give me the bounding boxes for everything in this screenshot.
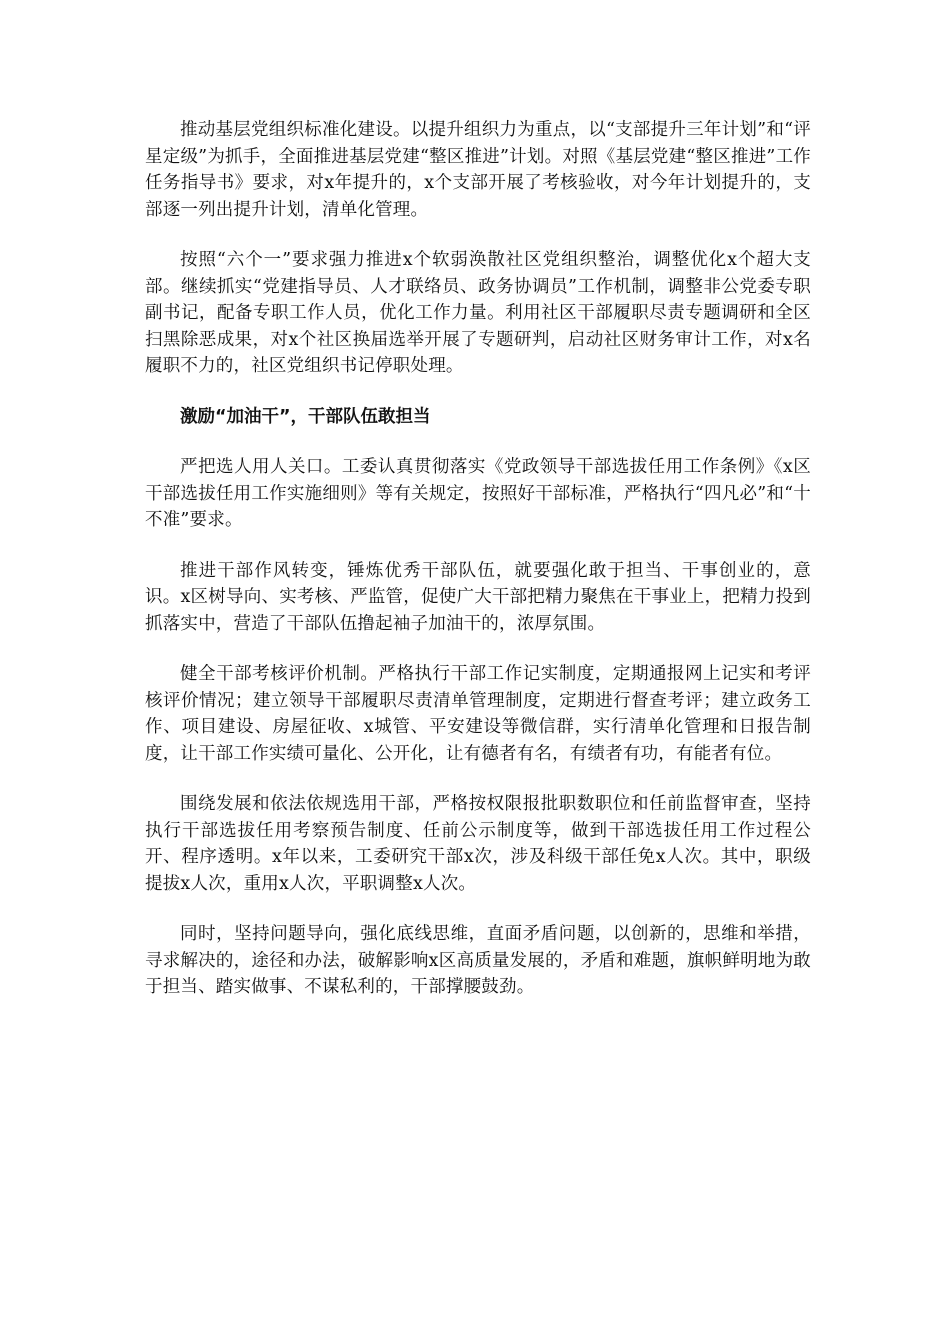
paragraph-appointment: 围绕发展和依法依规选用干部，严格按权限报批职数职位和任前监督审查，坚持执行干部选拔任用考察预告制度、任前公示制度等，做到干部选拔任用工作过程公开、程序透明。x年以来，工委研究干部x次，涉及科级干部任免x人次。其中，职级提拔x人次，重用x人次，平职调整x人次。 bbox=[145, 794, 811, 894]
paragraph-gap bbox=[145, 767, 811, 791]
document-page bbox=[145, 117, 811, 1001]
paragraph-gap bbox=[145, 534, 811, 558]
paragraph-problem-orientation: 同时，坚持问题导向，强化底线思维，直面矛盾问题，以创新的，思维和举措，寻求解决的，途径和办法，破解影响x区高质量发展的，矛盾和难题，旗帜鲜明地为敢于担当、踏实做事、不谋私利的，干部撑腰鼓劲。 bbox=[145, 924, 811, 997]
section-heading: 激励“加油干”，干部队伍敢担当 bbox=[180, 406, 431, 427]
paragraph-rectification: 按照“六个一”要求强力推进x个软弱涣散社区党组织整治，调整优化x个超大支部。继续抓实“党建指导员、人才联络员、政务协调员”工作机制，调整非公党委专职副书记，配备专职工作人员，优化工作力量。利用社区干部履职尽责专题调研和全区扫黑除恶成果，对x个社区换届选举开展了专题研判，启动社区财务审计工作，对x名履职不力的，社区党组织书记停职处理。 bbox=[145, 250, 811, 376]
paragraph-gap bbox=[145, 223, 811, 247]
paragraph-evaluation: 健全干部考核评价机制。严格执行干部工作记实制度，定期通报网上记实和考评核评价情况；建立领导干部履职尽责清单管理制度，定期进行督查考评；建立政务工作、项目建设、房屋征收、x城管、平安建设等微信群，实行清单化管理和日报告制度，让干部工作实绩可量化、公开化，让有德者有名，有绩者有功，有能者有位。 bbox=[145, 664, 811, 764]
paragraph-selection: 严把选人用人关口。工委认真贯彻落实《党政领导干部选拔任用工作条例》《x区干部选拔任用工作实施细则》等有关规定，按照好干部标准，严格执行“四凡必”和“十不准”要求。 bbox=[145, 457, 811, 530]
paragraph-work-style: 推进干部作风转变，锤炼优秀干部队伍，就要强化敢于担当、干事创业的，意识。x区树导向、实考核、严监管，促使广大干部把精力聚焦在干事业上，把精力投到抓落实中，营造了干部队伍撸起袖子加油干的，浓厚氛围。 bbox=[145, 560, 811, 634]
paragraph-gap bbox=[145, 430, 811, 454]
paragraph-standardization: 推动基层党组织标准化建设。以提升组织力为重点，以“支部提升三年计划”和“评星定级”为抓手，全面推进基层党建“整区推进”计划。对照《基层党建“整区推进”工作任务指导书》要求，对x年提升的，x个支部开展了考核验收，对今年计划提升的，支部逐一列出提升计划，清单化管理。 bbox=[145, 120, 811, 220]
paragraph-gap bbox=[145, 897, 811, 921]
paragraph-gap bbox=[145, 637, 811, 661]
paragraph-gap bbox=[145, 380, 811, 404]
